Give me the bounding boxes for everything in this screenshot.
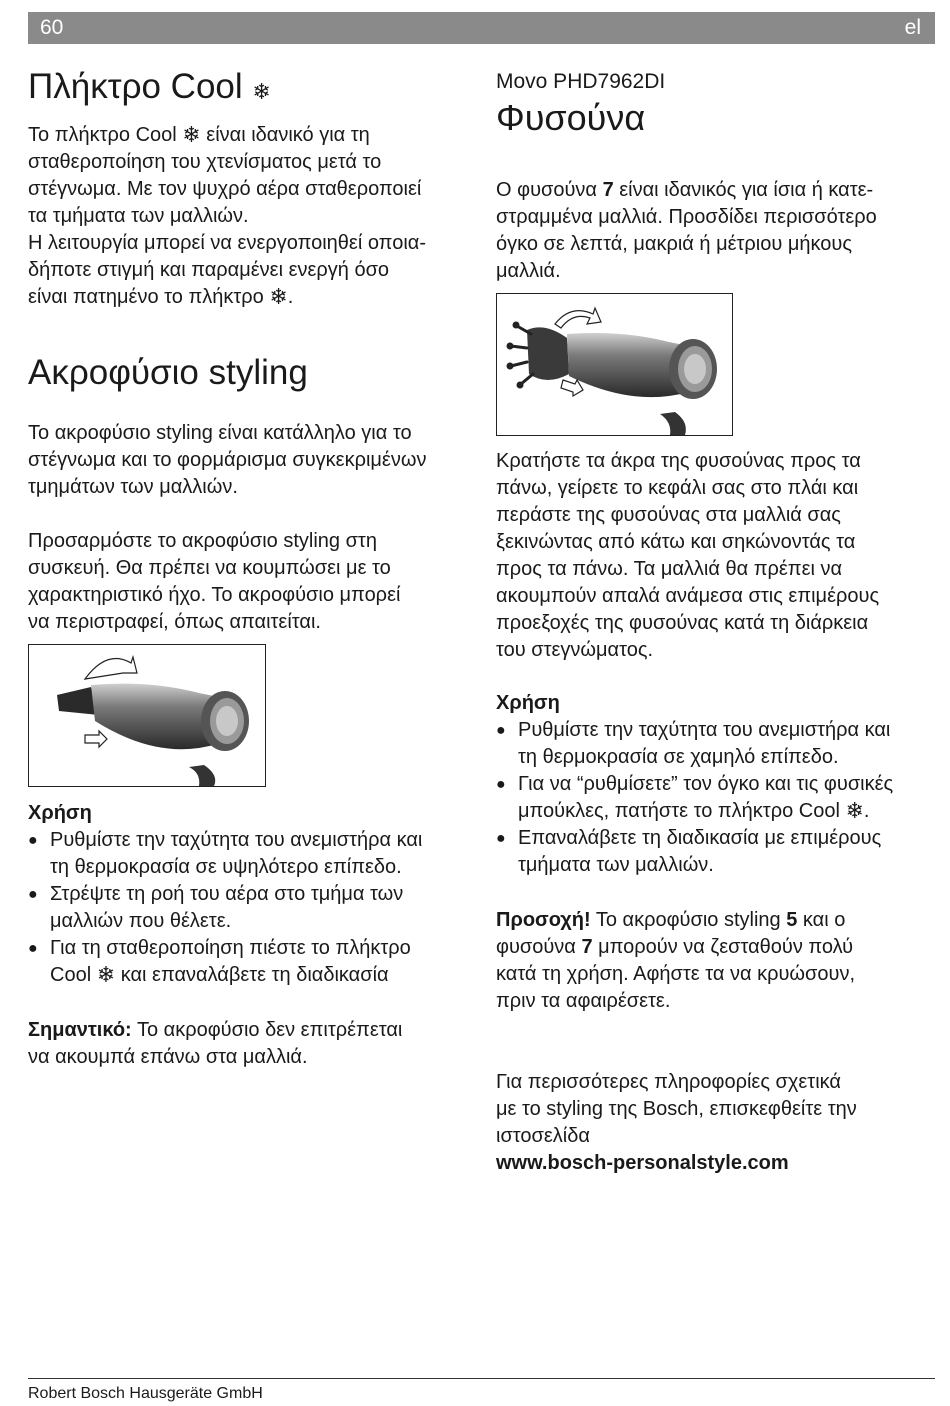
brush-description: Ο φυσούνα 7 είναι ιδανικός για ίσια ή κατε- στραμμένα μαλλιά. Προσδίδει περισσότερο όγκο σε λεπτά, μακριά ή μέτριου μήκους μαλλιά. [496, 179, 877, 282]
brush-heading: Φυσούνα [496, 97, 646, 138]
styling-nozzle-heading: Ακροφύσιο styling [28, 353, 308, 392]
language-code: el [904, 16, 921, 39]
page-number: 60 [40, 16, 64, 39]
snowflake-icon: ❄ [845, 798, 864, 823]
list-item: ● Για τη σταθεροποίηση πιέστε το πλήκτρο Cool ❄ και επαναλάβετε τη διαδικασία [28, 935, 478, 989]
caution-note: Προσοχή! Το ακροφύσιο styling 5 και ο φυσούνα 7 μπορούν να ζεσταθούν πολύ κατά τη χρήση. Αφήστε τα να κρυώσουν, πριν τα αφαιρέσετε. [496, 909, 856, 1012]
website-link[interactable]: www.bosch-personalstyle.com [496, 1152, 789, 1174]
usage-heading-right: Χρήση [496, 692, 560, 714]
snowflake-icon: ❄ [96, 962, 116, 987]
cool-button-heading: Πλήκτρο Cool ❄ [28, 67, 271, 106]
usage-list-right [496, 717, 936, 879]
header-bar [28, 12, 935, 44]
styling-description: Το ακροφύσιο styling είναι κατάλληλο για το στέγνωμα και το φορμάρισμα συγκεκριμένων τμημάτων των μαλλιών. [28, 422, 427, 498]
list-item: ● Επαναλάβετε τη διαδικασία με επιμέρους τμήματα των μαλλιών. [496, 825, 936, 879]
usage-list-left [28, 827, 478, 989]
styling-attach-instructions: Προσαρμόστε το ακροφύσιο styling στη συσκευή. Θα πρέπει να κουμπώσει με το χαρακτηριστικό ήχο. Το ακροφύσιο μπορεί να περιστραφεί, όπως απαιτείται. [28, 530, 401, 633]
snowflake-icon: ❄ [252, 79, 271, 104]
list-item: ● Ρυθμίστε την ταχύτητα του ανεμιστήρα και τη θερμοκρασία σε υψηλότερο επίπεδο. [28, 827, 478, 881]
more-info-paragraph: Για περισσότερες πληροφορίες σχετικά με το styling της Bosch, επισκεφθείτε την ιστοσελίδα www.bosch-personalstyle.com [496, 1071, 857, 1174]
important-note: Σημαντικό: Το ακροφύσιο δεν επιτρέπεται να ακουμπά επάνω στα μαλλιά. [28, 1019, 403, 1068]
cool-description: Το πλήκτρο Cool ❄ είναι ιδανικό για τη σταθεροποίηση του χτενίσματος μετά το στέγνωμα. Με τον ψυχρό αέρα σταθεροποιεί τα τμήματα των μαλλιών. Η λειτουργία μπορεί να ενεργοποιηθεί οποια- δήποτε στιγμή και παραμένει ενεργή όσο είναι πατημένο το πλήκτρο ❄. [28, 122, 426, 309]
snowflake-icon: ❄ [269, 284, 288, 309]
snowflake-icon: ❄ [182, 122, 201, 147]
footer-company: Robert Bosch Hausgeräte GmbH [28, 1385, 263, 1402]
model-label: Μovo PHD7962DI [496, 70, 666, 93]
styling-nozzle-illustration [28, 644, 266, 787]
list-item: ● Για να “ρυθμίσετε” τον όγκο και τις φυσικές μπούκλες, πατήστε το πλήκτρο Cool ❄. [496, 771, 936, 825]
brush-illustration [496, 293, 733, 436]
list-item: ● Στρέψτε τη ροή του αέρα στο τμήμα των μαλλιών που θέλετε. [28, 881, 478, 935]
brush-instructions: Κρατήστε τα άκρα της φυσούνας προς τα πάνω, γείρετε το κεφάλι σας στο πλάι και περάστε της φυσούνας στα μαλλιά σας ξεκινώντας από κάτω και σηκώνοντάς τα προς τα πάνω. Τα μαλλιά θα πρέπει να ακουμπούν απαλά ανάμεσα στις επιμέρους προεξοχές της φυσούνας κατά τη διάρκεια του στεγνώματος. [496, 450, 880, 661]
list-item: ● Ρυθμίστε την ταχύτητα του ανεμιστήρα και τη θερμοκρασία σε χαμηλό επίπεδο. [496, 717, 936, 771]
usage-heading-left: Χρήση [28, 802, 92, 824]
footer-divider [28, 1378, 935, 1379]
